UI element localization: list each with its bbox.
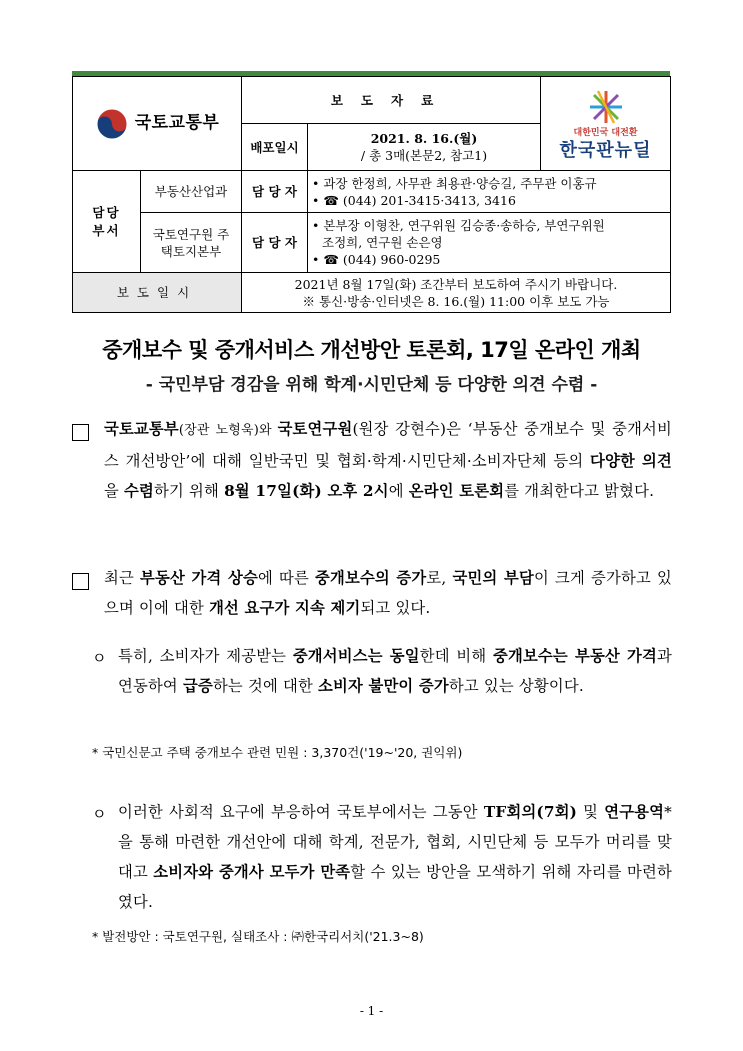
contact-names-2b: 조정희, 연구원 손은영 xyxy=(322,235,443,250)
p2-text-i: 되고 있다. xyxy=(360,599,431,617)
circle-bullet-2: ㅇ xyxy=(92,805,107,823)
p1-text-d: (원장 강현수)은 ‘부동산 중개보수 및 중개서비스 개선방안’에 대해 일반국민 및 협회·학계·시민단체·소비자단체 등의 xyxy=(104,420,673,470)
p2-text-c: 에 따른 xyxy=(257,569,316,587)
p1-institute: 국토연구원 xyxy=(277,420,353,438)
contact-phone-2: • ☎ (044) 960-0295 xyxy=(312,252,441,267)
release-line-1: 2021년 8월 17일(화) 조간부터 보도하여 주시기 바랍니다. xyxy=(294,276,618,292)
p3-text-g: 하는 것에 대한 xyxy=(212,677,319,695)
contact-info-1 xyxy=(308,171,671,213)
ministry-logo-cell xyxy=(73,77,242,171)
p4-emph-b: TF회의(7회) xyxy=(483,803,578,821)
checkbox-bullet-1 xyxy=(72,424,89,441)
contact-role-2: 담 당 자 xyxy=(242,213,308,273)
ministry-name: 국토교통부 xyxy=(134,113,220,133)
contact-names-2: • 본부장 이형찬, 연구위원 김승종·송하승, 부연구위원 xyxy=(312,218,605,233)
distribution-info xyxy=(308,124,541,171)
release-label: 보도일시 xyxy=(73,273,242,313)
p1-text-h: 하기 위해 xyxy=(154,482,225,500)
p3-emph-h: 소비자 불만이 증가 xyxy=(318,677,449,695)
checkbox-bullet-2 xyxy=(72,573,89,590)
release-info xyxy=(242,273,671,313)
headline-main: 중개보수 및 중개서비스 개선방안 토론회, 17일 온라인 개최 xyxy=(102,338,641,362)
p2-text-e: 로, xyxy=(426,569,453,587)
p4-text-g: 할 수 있는 방안을 모색하기 위해 자리를 마련하였다. xyxy=(118,863,672,911)
p3-emph-b: 중개서비스는 동일 xyxy=(292,647,420,665)
p2-emph-h: 개선 요구가 지속 제기 xyxy=(209,599,361,617)
brand-subtitle: 대한민국 대전환 xyxy=(573,127,638,138)
paragraph-3 xyxy=(118,641,672,701)
contact-role-1: 담 당 자 xyxy=(242,171,308,213)
brand-logo-cell xyxy=(541,77,671,171)
contact-phone-1: • ☎ (044) 201-3415·3413, 3416 xyxy=(312,192,516,208)
contact-dept-1: 부동산산업과 xyxy=(141,171,242,213)
p4-text-c: 및 xyxy=(577,803,605,821)
p1-emph-g: 수렴 xyxy=(124,482,155,500)
dept-label: 담당 부서 xyxy=(73,171,141,273)
contact-dept-2: 국토연구원 주택토지본부 xyxy=(141,213,242,273)
p4-text-e: *을 통해 마련한 개선안에 대해 학계, 전문가, 협회, 시민단체 등 모두가 머리를 맞대고 xyxy=(118,803,672,881)
p4-text-a: 이러한 사회적 요구에 부응하여 국토부에서는 그동안 xyxy=(118,803,484,821)
p1-text-f: 을 xyxy=(104,482,125,500)
p3-emph-d: 중개보수는 부동산 가격 xyxy=(492,647,657,665)
paragraph-2 xyxy=(104,563,672,623)
p1-text-l: 를 개최한다고 밝혔다. xyxy=(504,482,655,500)
p4-emph-f: 소비자와 중개사 모두가 만족 xyxy=(153,863,351,881)
new-deal-logo-icon xyxy=(586,89,626,125)
press-header-table xyxy=(72,76,671,313)
contact-info-2 xyxy=(308,213,671,273)
p3-text-c: 한데 비해 xyxy=(419,647,493,665)
p3-text-a: 특히, 소비자가 제공받는 xyxy=(118,647,293,665)
p1-ministry: 국토교통부 xyxy=(104,420,179,438)
page-number: - 1 - xyxy=(359,1004,384,1018)
footnote-complaints: * 국민신문고 주택 중개보수 관련 민원 : 3,370건('19~'20, 권익위) xyxy=(92,745,463,760)
p2-emph-d: 중개보수의 증가 xyxy=(315,569,427,587)
paragraph-4 xyxy=(118,797,672,917)
release-line-2: ※ 통신·방송·인터넷은 8. 16.(월) 11:00 이후 보도 가능 xyxy=(302,293,610,309)
p4-emph-d: 연구용역 xyxy=(604,803,665,821)
paragraph-1 xyxy=(104,414,672,506)
p3-text-e: 과 연동하여 xyxy=(118,647,672,695)
p1-emph-k: 온라인 토론회 xyxy=(408,482,505,500)
distribution-label: 배포일시 xyxy=(242,124,308,171)
headline-sub: - 국민부담 경감을 위해 학계·시민단체 등 다양한 의견 수렴 - xyxy=(145,375,598,395)
footnote-study: * 발전방안 : 국토연구원, 실태조사 : ㈜한국리서치('21.3~8) xyxy=(92,929,424,944)
p1-text-j: 에 xyxy=(388,482,409,500)
p1-datetime: 8월 17일(화) 오후 2시 xyxy=(224,482,389,500)
distribution-date: 2021. 8. 16.(월) xyxy=(370,131,478,146)
p3-emph-f: 급증 xyxy=(182,677,213,695)
p3-text-i: 하고 있는 상황이다. xyxy=(448,677,584,695)
distribution-pages: / 총 3매(본문2, 참고1) xyxy=(360,148,488,163)
circle-bullet-1: ㅇ xyxy=(92,649,107,667)
brand-name: 한국판뉴딜 xyxy=(559,139,652,161)
p1-text-b: (장관 노형욱)와 xyxy=(178,423,278,438)
ministry-emblem-icon xyxy=(95,107,129,141)
p2-emph-b: 부동산 가격 상승 xyxy=(140,569,258,587)
document-title: 보도자료 xyxy=(242,77,541,124)
contact-names-1: • 과장 한정희, 사무관 최용관·양승길, 주무관 이홍규 xyxy=(312,175,597,191)
p2-text-g: 이 크게 증가하고 있으며 이에 대한 xyxy=(104,569,672,617)
p2-text-a: 최근 xyxy=(104,569,141,587)
p2-emph-f: 국민의 부담 xyxy=(452,569,534,587)
p1-emph-e: 다양한 의견 xyxy=(590,452,672,470)
